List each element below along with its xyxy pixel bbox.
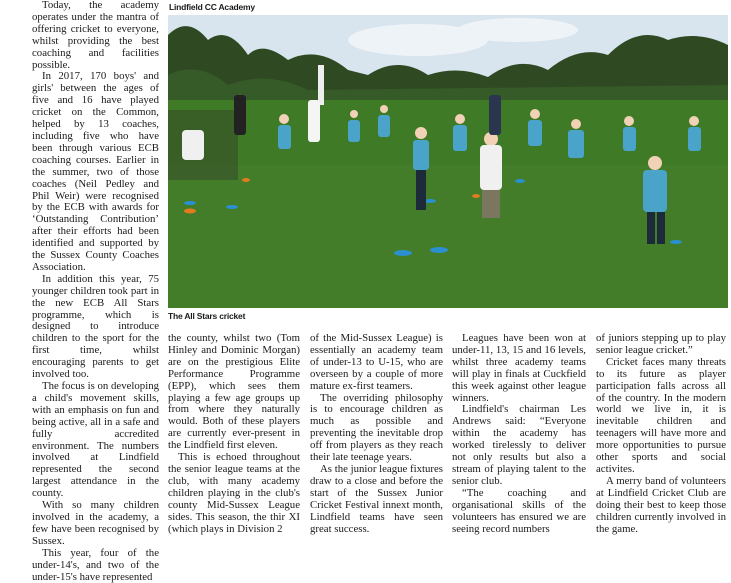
article-column-2 <box>168 332 300 535</box>
paragraph: In addition this year, 75 younger children took part in the new ECB All Stars programme, which is designed to introduce children to the sport for the first time, whilst encouraging parents to get involved too. <box>32 272 159 381</box>
paragraph: A merry band of volunteers at Lindfield Cricket Club are doing their best to keep those children currently involved in the game. <box>596 474 726 535</box>
article-column-3 <box>310 332 443 535</box>
paragraph: Lindfield's chairman Les Andrews said: “Everyone within the academy has worked tirelessly to deliver not only results but also a stream of playing talent to the senior club. <box>452 403 586 487</box>
paragraph: In 2017, 170 boys' and girls' between the ages of five and 16 have played cricket on the Common, helped by 13 coaches, including five who have been through various ECB coaching courses. Earlier in the summer, two of those coaches (Neil Pedley and Phil Weir) were recognised by the ECB with awards for ‘Outstanding Contribution’ after their efforts had been identified and supported by the Sussex County Coaches Association. <box>32 70 159 273</box>
article-column-1 <box>32 0 159 583</box>
paragraph: of juniors stepping up to play senior league cricket.” <box>596 332 726 356</box>
paragraph: The focus is on developing a child's movement skills, with an emphasis on fun and being active, all in a safe and fully accredited environment. The numbers involved at Lindfield represented the second largest attendance in the county. <box>32 380 159 500</box>
paragraph: This year, four of the under-14's, and two of the under-15's have represented <box>32 546 159 583</box>
article-column-5 <box>596 332 726 535</box>
paragraph: “The coaching and organisational skills of the volunteers has ensured we are seeing record numbers <box>452 486 586 535</box>
paragraph: Cricket faces many threats to its future as player participation falls across all of the country. In the modern world we live in, it is inevitable children and teenagers will have more and more opportunities to pursue other sports and social activites. <box>596 355 726 475</box>
paragraph: As the junior league fixtures draw to a close and before the start of the Sussex Junior Cricket Festival innext month, Lindfield teams have seen great success. <box>310 462 443 535</box>
paragraph: With so many children involved in the academy, a few have been recognised by Sussex. <box>32 499 159 547</box>
paragraph: Leagues have been won at under-11, 13, 15 and 16 levels, whilst three academy teams will play in finals at Cuckfield this week against other league winners. <box>452 332 586 404</box>
cricket-photo <box>168 15 728 308</box>
paragraph: Today, the academy operates under the mantra of offering cricket to everyone, whilst providing the best coaching and facilities possible. <box>32 0 159 71</box>
paragraph: This is echoed throughout the senior league teams at the club, with many academy children playing in the club's county Mid-Sussex League sides. This season, the thir XI (which plays in Division 2 <box>168 451 300 535</box>
paragraph: of the Mid-Sussex League) is essentially an academy team of under-13 to U-15, who are overseen by a couple of more mature ex-first teamers. <box>310 332 443 392</box>
paragraph: the county, whilst two (Tom Hinley and Dominic Morgan) are on the prestigious Elite Performance Programme (EPP), which sees them playing a few age groups up from where they naturally would. Both of these players are currently ever-present in the Lindfield first eleven. <box>168 332 300 452</box>
article-column-4 <box>452 332 586 535</box>
photo-caption: The All Stars cricket <box>168 311 246 321</box>
photo-credit: Lindfield CC Academy <box>169 2 255 12</box>
paragraph: The overriding philosophy is to encourage children as much as possible and preventing the inevitable drop off from players as they reach their late teenage years. <box>310 391 443 464</box>
